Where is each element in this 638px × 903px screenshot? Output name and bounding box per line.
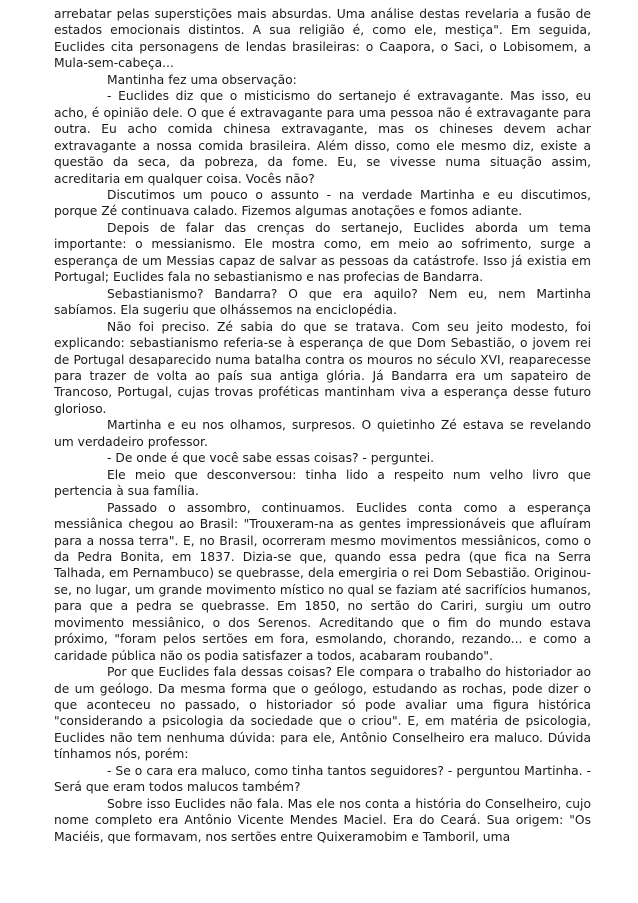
document-body [54,6,591,845]
paragraph: Por que Euclides fala dessas coisas? Ele compara o trabalho do historiador ao de um geólogo. Da mesma forma que o geólogo, estudando as rochas, pode dizer o que aconteceu no passado, o historiador só pode avaliar uma figura histórica "considerando a psicologia da sociedade que o criou". E, em matéria de psicologia, Euclides não tem nenhuma dúvida: para ele, Antônio Conselheiro era maluco. Dúvida tínhamos nós, porém: [54,665,591,762]
paragraph: Sebastianismo? Bandarra? O que era aquilo? Nem eu, nem Martinha sabíamos. Ela sugeriu que olhássemos na enciclopédia. [54,286,591,318]
paragraph: - De onde é que você sabe essas coisas? - perguntei. [107,451,435,466]
paragraph: Martinha e eu nos olhamos, surpresos. O quietinho Zé estava se revelando um verdadeiro professor. [54,418,591,449]
paragraph: arrebatar pelas superstições mais absurdas. Uma análise destas revelaria a fusão de estados emocionais distintos. A sua religião é, como ele, mestiça". Em seguida, Euclides cita personagens de lendas brasileiras: o Caapora, o Saci, o Lobisomem, a Mula-sem-cabeça... [54,7,591,71]
paragraph: Passado o assombro, continuamos. Euclides conta como a esperança messiânica chegou ao Brasil: "Trouxeram-na as gentes impressionáveis que afluíram para a nossa terra". E, no Brasil, ocorreram mesmo movimentos messiânicos, como o da Pedra Bonita, em 1837. Dizia-se que, quando essa pedra (que fica na Serra Talhada, em Pernambuco) se quebrasse, dela emergiria o rei Dom Sebastião. Originou-se, no lugar, um grande movimento místico no qual se faziam até sacrifícios humanos, para que a pedra se quebrasse. Em 1850, no sertão do Cariri, surgiu um outro movimento messiânico, o dos Serenos. Acreditando que o fim do mundo estava próximo, "foram pelos sertões em fora, esmolando, chorando, rezando... e como a caridade pública não os podia satisfazer a todos, acabaram roubando". [54,500,591,663]
paragraph: Não foi preciso. Zé sabia do que se tratava. Com seu jeito modesto, foi explicando: sebastianismo referia-se à esperança de que Dom Sebastião, o jovem rei de Portugal desaparecido numa batalha contra os mouros no século XVI, reaparecesse para trazer de volta ao país sua antiga glória. Já Bandarra era um sapateiro de Trancoso, Portugal, cujas trovas proféticas mantinham viva a esperança desse futuro glorioso. [54,319,591,416]
paragraph: Depois de falar das crenças do sertanejo, Euclides aborda um tema importante: o messianismo. Ele mostra como, em meio ao sofrimento, surge a esperança de um Messias capaz de salvar as pessoas da catástrofe. Isso já existia em Portugal; Euclides fala no sebastianismo e nas profecias de Bandarra. [54,220,591,285]
paragraph: Discutimos um pouco o assunto - na verdade Martinha e eu discutimos, porque Zé continuava calado. Fizemos algumas anotações e fomos adiante. [54,187,591,219]
paragraph: - Euclides diz que o misticismo do sertanejo é extravagante. Mas isso, eu acho, é opinião dele. O que é extravagante para uma pessoa não é extravagante para outra. Eu acho comida chinesa extravagante, mas os chineses devem achar extravagante a nossa comida brasileira. Além disso, como ele mesmo diz, existe a questão da seca, da pobreza, da fome. Eu, se vivesse numa situação assim, acreditaria em qualquer coisa. Vocês não? [54,89,591,186]
paragraph: - Se o cara era maluco, como tinha tantos seguidores? - perguntou Martinha. - Será que eram todos malucos também? [54,763,591,795]
paragraph: Ele meio que desconversou: tinha lido a respeito num velho livro que pertencia à sua família. [54,467,591,499]
paragraph: Mantinha fez uma observação: [107,72,297,87]
paragraph: Sobre isso Euclides não fala. Mas ele nos conta a história do Conselheiro, cujo nome completo era Antônio Vicente Mendes Maciel. Era do Ceará. Sua origem: "Os Maciéis, que formavam, nos sertões entre Quixeramobim e Tamboril, uma [54,796,591,844]
